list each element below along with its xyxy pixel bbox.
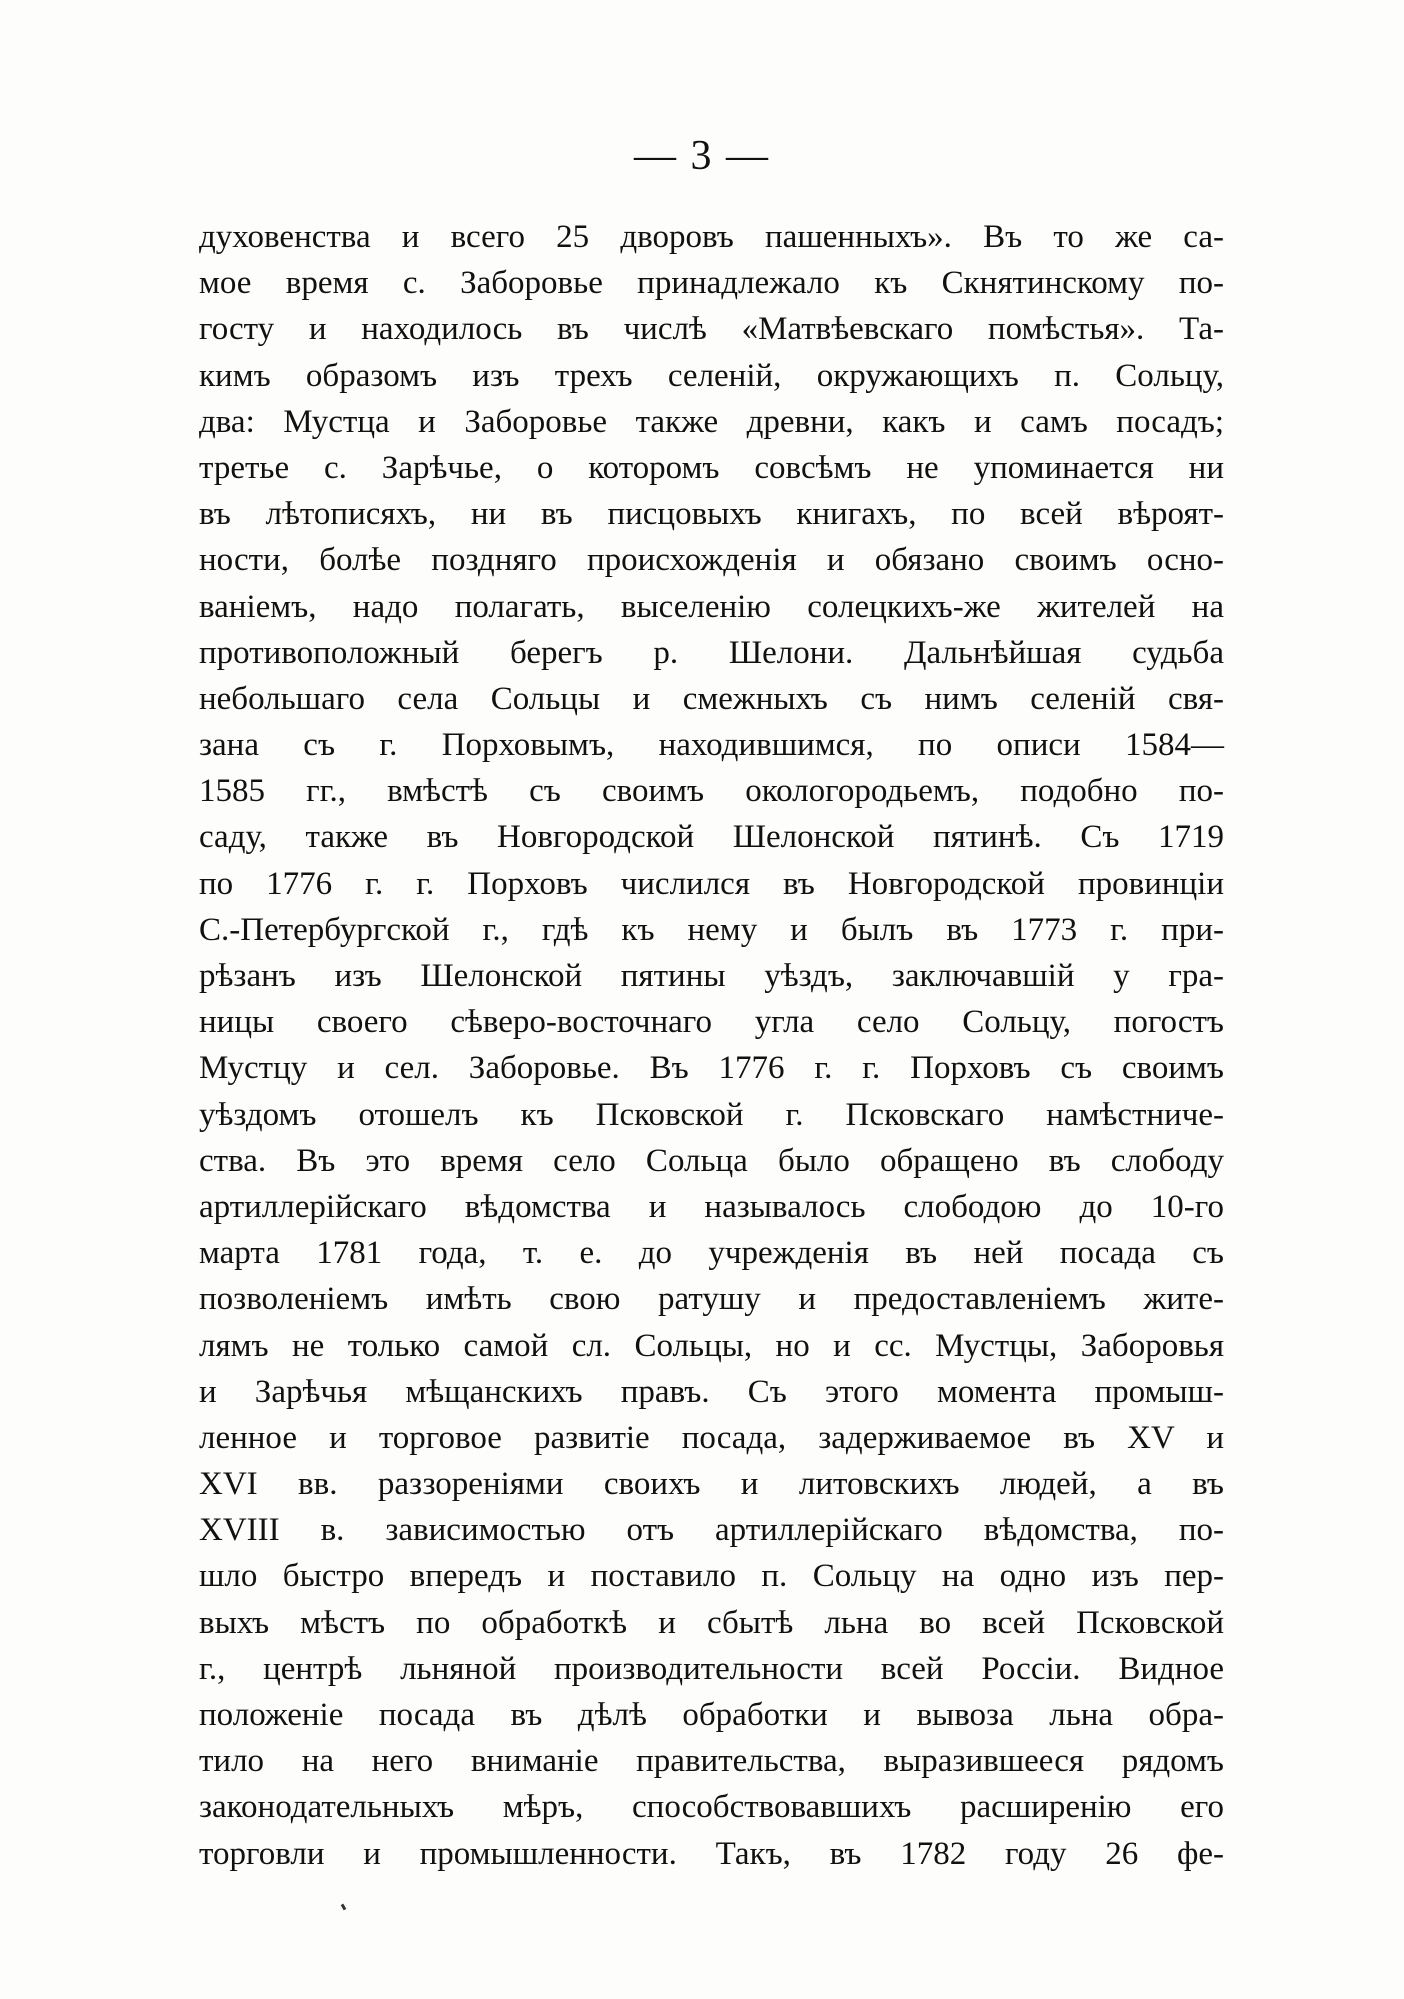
text-line: ства. Въ это время село Сольца было обращено въ слободу [199,1142,1224,1179]
text-line: ницы своего сѣверо-восточнаго угла село Сольцу, погостъ [199,1004,1224,1041]
text-line: тило на него вниманіе правительства, выразившееся рядомъ [199,1743,1224,1780]
text-line: законодательныхъ мѣръ, способствовавшихъ расширенію его [199,1789,1224,1826]
text-line: духовенства и всего 25 дворовъ пашенныхъ». Въ то же са- [199,219,1224,255]
text-line: XVIII в. зависимостью отъ артиллерійскаго вѣдомства, по- [199,1512,1224,1549]
text-line: лямъ не только самой сл. Сольцы, но и сс. Мустцы, Заборовья [199,1327,1224,1364]
body-text [199,214,1224,1877]
text-line: саду, также въ Новгородской Шелонской пятинѣ. Съ 1719 [199,819,1224,856]
text-line: третье с. Зарѣчье, о которомъ совсѣмъ не упоминается ни [199,449,1224,486]
text-line: два: Мустца и Заборовье также древни, какъ и самъ посадъ; [199,403,1224,440]
text-line: торговли и промышленности. Такъ, въ 1782 году 26 фе- [199,1835,1224,1872]
text-line: ности, болѣе поздняго происхожденія и обязано своимъ осно- [199,542,1224,579]
text-line: шло быстро впередъ и поставило п. Сольцу на одно изъ пер- [199,1558,1224,1595]
text-line: уѣздомъ отошелъ къ Псковской г. Псковскаго намѣстниче- [199,1096,1224,1133]
text-line: XVI вв. раззореніями своихъ и литовскихъ людей, а въ [199,1466,1224,1503]
text-line: 1585 гг., вмѣстѣ съ своимъ окологородьемъ, подобно по- [199,773,1224,810]
text-line: положеніе посада въ дѣлѣ обработки и вывоза льна обра- [199,1697,1224,1733]
text-line: госту и находилось въ числѣ «Матвѣевскаго помѣстья». Та- [199,311,1224,348]
text-line: Мустцу и сел. Заборовье. Въ 1776 г. г. Порховъ съ своимъ [199,1050,1224,1087]
text-line: противоположный берегъ р. Шелони. Дальнѣйшая судьба [199,634,1224,671]
text-line: ваніемъ, надо полагать, выселенію солецкихъ-же жителей на [199,588,1224,625]
text-line: г., центрѣ льняной производительности всей Россіи. Видное [199,1650,1224,1687]
text-line: выхъ мѣстъ по обработкѣ и сбытѣ льна во всей Псковской [199,1604,1224,1641]
text-line: зана съ г. Порховымъ, находившимся, по описи 1584— [199,727,1224,764]
text-line: позволеніемъ имѣть свою ратушу и предоставленіемъ жите- [199,1281,1224,1318]
text-line: кимъ образомъ изъ трехъ селеній, окружающихъ п. Сольцу, [199,357,1224,394]
text-line: ленное и торговое развитіе посада, задерживаемое въ XV и [199,1419,1224,1456]
text-line: въ лѣтописяхъ, ни въ писцовыхъ книгахъ, по всей вѣроят- [199,496,1224,533]
text-line: марта 1781 года, т. е. до учрежденія въ ней посада съ [199,1235,1224,1272]
page-number: — 3 — [634,133,770,179]
text-line: мое время с. Заборовье принадлежало къ Скнятинскому по- [199,265,1224,302]
text-line: рѣзанъ изъ Шелонской пятины уѣздъ, заключавшій у гра- [199,958,1224,994]
text-line: небольшаго села Сольцы и смежныхъ съ нимъ селеній свя- [199,680,1224,717]
text-line: по 1776 г. г. Порховъ числился въ Новгородской провинціи [199,865,1224,902]
print-speck [341,1904,347,1911]
text-line: артиллерійскаго вѣдомства и называлось слободою до 10-го [199,1188,1224,1225]
text-line: и Зарѣчья мѣщанскихъ правъ. Съ этого момента промыш- [199,1373,1224,1410]
text-line: С.-Петербургской г., гдѣ къ нему и былъ въ 1773 г. при- [199,911,1224,948]
